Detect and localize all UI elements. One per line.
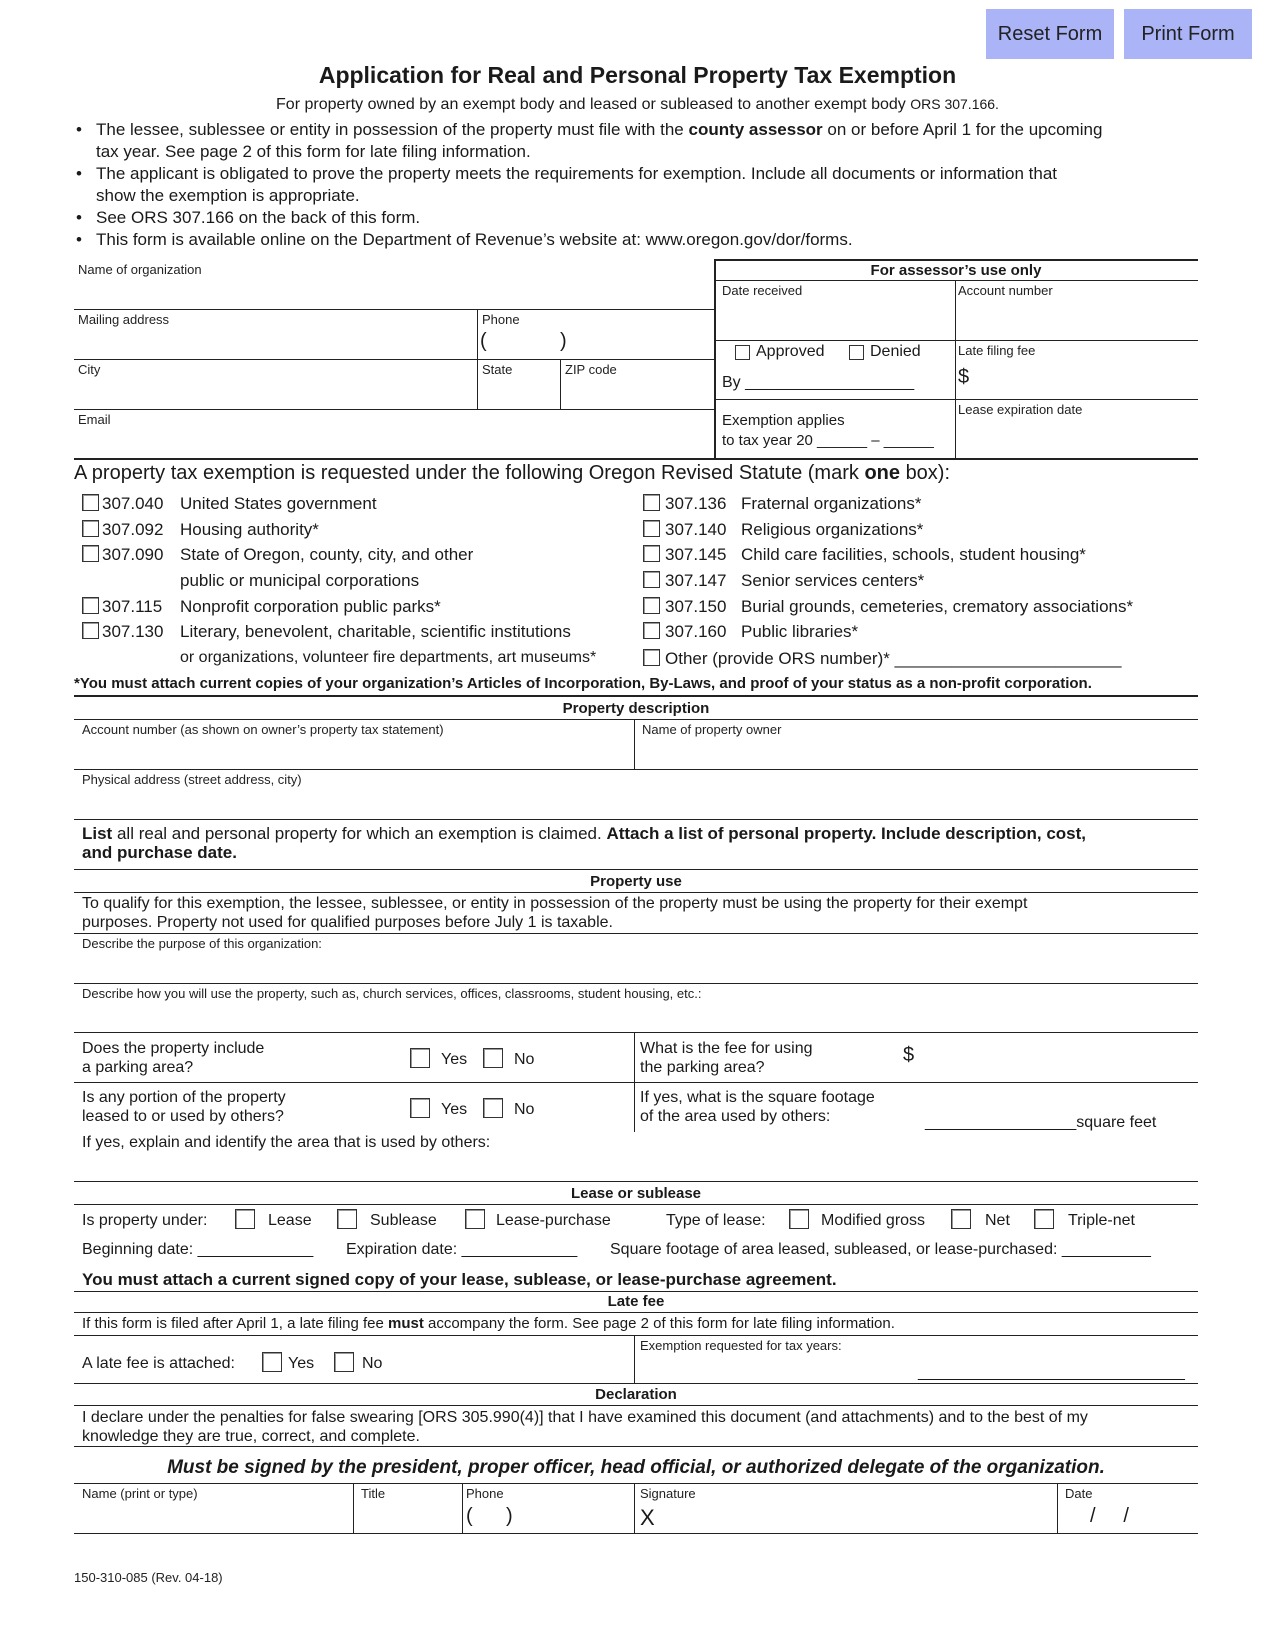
- divider: [74, 1312, 1198, 1313]
- account-number-label: Account number: [958, 283, 1053, 298]
- divider: [560, 359, 561, 409]
- phone-close-paren: ): [560, 330, 567, 352]
- list-property-instructions: [82, 824, 1192, 862]
- exemption-applies-label: Exemption applies: [722, 412, 845, 429]
- purpose-label: Describe the purpose of this organization:: [82, 936, 322, 951]
- divider: [714, 259, 1198, 261]
- divider: [714, 399, 1198, 400]
- signature-field[interactable]: [662, 1505, 1052, 1531]
- bullet-1-text-c: tax year. See page 2 of this form for late filing information.: [96, 142, 531, 161]
- divider: [634, 719, 635, 769]
- zip-label: ZIP code: [565, 362, 617, 377]
- late-fee-label: Late filing fee: [958, 343, 1036, 358]
- divider: [74, 1533, 1198, 1534]
- declaration-text: [82, 1408, 1088, 1446]
- list-bold: List: [82, 824, 113, 843]
- late-fee-note: [82, 1315, 895, 1332]
- late-fee-yes-checkbox[interactable]: [262, 1352, 282, 1372]
- statute-num: 307.136: [665, 494, 727, 513]
- lease-sqft: Square footage of area leased, subleased, or lease-purchased: __________: [610, 1241, 1151, 1258]
- date-slashes: / /: [1090, 1505, 1129, 1527]
- statute-checkbox-other[interactable]: [643, 649, 660, 666]
- divider: [74, 892, 1198, 893]
- lease-checkbox[interactable]: [235, 1209, 255, 1229]
- divider: [74, 309, 714, 310]
- attach-articles-note: *You must attach current copies of your organization’s Articles of Incorporation, By-Laws, and proof of your status as a non-profit corporation.: [74, 675, 1092, 692]
- sublease-label: Sublease: [370, 1212, 437, 1229]
- bullet-2: [74, 163, 1214, 207]
- bullet-1-text-b: on or before April 1 for the upcoming: [827, 120, 1103, 139]
- bullet-2-text-b: show the exemption is appropriate.: [96, 186, 360, 205]
- page-subtitle: [0, 96, 1275, 114]
- lease-purchase-label: Lease-purchase: [496, 1212, 611, 1229]
- statute-desc: Religious organizations*: [741, 520, 924, 539]
- sqft-line: _________________square feet: [925, 1114, 1157, 1131]
- bullet-1-text-a: The lessee, sublessee or entity in possession of the property must file with the: [96, 120, 684, 139]
- bullet-4: [74, 229, 1214, 251]
- statute-desc: Nonprofit corporation public parks*: [180, 597, 441, 616]
- state-field[interactable]: [482, 380, 556, 404]
- statute-desc-cont: or organizations, volunteer fire departments, art museums*: [180, 649, 597, 666]
- others-question-b: leased to or used by others?: [82, 1108, 284, 1125]
- statute-num: 307.147: [665, 571, 727, 590]
- property-owner-label: Name of property owner: [642, 722, 782, 737]
- divider: [74, 1204, 1198, 1205]
- statute-num: 307.092: [102, 520, 164, 539]
- divider: [714, 280, 1198, 281]
- phone-field[interactable]: [495, 333, 699, 357]
- divider: [714, 259, 716, 459]
- instructions-list: [74, 119, 1214, 251]
- signature-requirement: Must be signed by the president, proper officer, head official, or authorized delegate of the organization.: [167, 1457, 1105, 1478]
- statute-num: 307.150: [665, 597, 727, 616]
- parking-fee-field[interactable]: [920, 1046, 1184, 1072]
- statute-num: 307.115: [102, 597, 163, 616]
- assessor-header: For assessor’s use only: [870, 262, 1042, 279]
- bullet-3: [74, 207, 1214, 229]
- divider: [74, 1483, 1198, 1484]
- divider: [74, 409, 714, 410]
- late-fee-attached-label: A late fee is attached:: [82, 1355, 235, 1372]
- divider: [74, 819, 1198, 820]
- statute-num: 307.160: [665, 622, 727, 641]
- approved-label: Approved: [756, 343, 825, 360]
- statute-desc-cont: public or municipal corporations: [180, 571, 420, 590]
- statute-desc: Fraternal organizations*: [741, 494, 922, 513]
- divider: [74, 1032, 1198, 1033]
- approved-checkbox[interactable]: [735, 345, 750, 360]
- divider: [462, 1483, 463, 1533]
- late-fee-no-label: No: [362, 1355, 383, 1372]
- mailing-address-field[interactable]: [78, 330, 472, 354]
- qualify-text-b: purposes. Property not used for qualified purposes before July 1 is taxable.: [82, 914, 613, 931]
- owner-account-field[interactable]: [82, 742, 626, 766]
- statute-checkbox-307136[interactable]: [643, 494, 660, 511]
- sqft-question-a: If yes, what is the square footage: [640, 1089, 875, 1106]
- divider: [634, 1483, 635, 1533]
- email-label: Email: [78, 412, 111, 427]
- date-received-label: Date received: [722, 283, 803, 298]
- subtitle-main: For property owned by an exempt body and leased or subleased to another exempt body: [276, 96, 906, 113]
- divider: [634, 1335, 635, 1383]
- signature-x-mark: X: [640, 1505, 655, 1530]
- tax-years-label: Exemption requested for tax years:: [640, 1338, 842, 1353]
- statute-desc: State of Oregon, county, city, and other: [180, 545, 474, 564]
- triple-net-checkbox[interactable]: [1034, 1209, 1054, 1229]
- lease-label: Lease: [268, 1212, 312, 1229]
- modified-gross-checkbox[interactable]: [789, 1209, 809, 1229]
- tax-years-line: ______________________________: [918, 1364, 1185, 1381]
- statute-checkbox-307140[interactable]: [643, 520, 660, 537]
- statute-num: 307.145: [665, 545, 727, 564]
- statute-heading-a: A property tax exemption is requested under the following Oregon Revised Statute (mark: [74, 462, 859, 484]
- triple-net-label: Triple-net: [1068, 1212, 1135, 1229]
- denied-checkbox[interactable]: [849, 345, 864, 360]
- others-yes-label: Yes: [441, 1101, 468, 1118]
- statute-checkbox-307147[interactable]: [643, 571, 660, 588]
- purpose-field[interactable]: [82, 956, 1196, 980]
- org-name-label: Name of organization: [78, 262, 202, 277]
- statute-heading: [74, 462, 950, 485]
- list-text: all real and personal property for which an exemption is claimed.: [116, 824, 602, 843]
- parking-no-checkbox[interactable]: [483, 1048, 503, 1068]
- parking-question-a: Does the property include: [82, 1040, 265, 1057]
- bullet-dot: •: [76, 230, 82, 249]
- list-bold-2: Attach a list of personal property. Include description, cost,: [606, 824, 1086, 843]
- bullet-3-text: See ORS 307.166 on the back of this form.: [96, 208, 421, 227]
- statute-num: 307.140: [665, 520, 727, 539]
- signature-label: Signature: [640, 1486, 696, 1501]
- property-under-label: Is property under:: [82, 1212, 208, 1229]
- statute-desc: Public libraries*: [741, 622, 859, 641]
- declaration-text-a: I declare under the penalties for false swearing [ORS 305.990(4)] that I have examined this document (and attachments) and to the best of my: [82, 1409, 1088, 1426]
- list-bold-3: and purchase date.: [82, 843, 237, 862]
- divider: [955, 280, 956, 458]
- denied-label: Denied: [870, 343, 921, 360]
- others-no-label: No: [514, 1101, 535, 1118]
- declaration-header: Declaration: [595, 1386, 677, 1403]
- late-fee-note-b: accompany the form. See page 2 of this form for late filing information.: [428, 1315, 895, 1332]
- divider: [74, 933, 1198, 934]
- expiration-date: Expiration date: _____________: [346, 1241, 578, 1258]
- statute-num: 307.040: [102, 494, 164, 513]
- statute-checkbox-307130[interactable]: [82, 622, 99, 639]
- divider: [74, 1405, 1198, 1406]
- bullet-dot: •: [76, 164, 82, 183]
- statute-heading-bold: one: [864, 462, 900, 484]
- phone-label: Phone: [482, 312, 520, 327]
- parking-question-b: a parking area?: [82, 1059, 194, 1076]
- signer-title-label: Title: [361, 1486, 386, 1501]
- net-label: Net: [985, 1212, 1010, 1229]
- date-label: Date: [1065, 1486, 1093, 1501]
- bullet-4-text: This form is available online on the Department of Revenue’s website at: www.oregon.gov/dor/forms.: [96, 230, 853, 249]
- sublease-checkbox[interactable]: [337, 1209, 357, 1229]
- physical-address-field[interactable]: [82, 792, 1196, 816]
- others-question-a: Is any portion of the property: [82, 1089, 286, 1106]
- statute-checkbox-307145[interactable]: [643, 545, 660, 562]
- statute-num: 307.130: [102, 622, 164, 641]
- parking-fee-question-b: the parking area?: [640, 1059, 765, 1076]
- bullet-dot: •: [76, 120, 82, 139]
- statute-checkbox-307115[interactable]: [82, 597, 99, 614]
- bullet-dot: •: [76, 208, 82, 227]
- divider: [74, 1291, 1198, 1292]
- city-field[interactable]: [78, 380, 472, 404]
- statute-desc: Literary, benevolent, charitable, scientific institutions: [180, 622, 571, 641]
- qualify-text-a: To qualify for this exemption, the lessee, sublessee, or entity in possession of the property must be using the property for their exempt: [82, 895, 1028, 912]
- statute-desc: Senior services centers*: [741, 571, 925, 590]
- statute-checkbox-307150[interactable]: [643, 597, 660, 614]
- tax-year-line: to tax year 20 ______ – ______: [722, 432, 934, 449]
- bullet-1: [74, 119, 1214, 163]
- divider: [74, 1383, 1198, 1384]
- state-label: State: [482, 362, 513, 377]
- divider: [1057, 1483, 1058, 1533]
- city-label: City: [78, 362, 101, 377]
- parking-fee-question: [640, 1039, 813, 1077]
- parking-fee-question-a: What is the fee for using: [640, 1040, 813, 1057]
- divider: [74, 983, 1198, 984]
- sqft-question: [640, 1088, 875, 1126]
- beginning-date: Beginning date: _____________: [82, 1241, 314, 1258]
- statute-desc: Housing authority*: [180, 520, 319, 539]
- lease-purchase-checkbox[interactable]: [465, 1209, 485, 1229]
- others-yes-checkbox[interactable]: [410, 1098, 430, 1118]
- signer-phone-label: Phone: [466, 1486, 504, 1501]
- others-no-checkbox[interactable]: [483, 1098, 503, 1118]
- late-fee-dollar: $: [958, 366, 970, 388]
- signer-phone-parens: ( ): [466, 1505, 513, 1527]
- divider: [74, 869, 1198, 870]
- late-fee-note-a: If this form is filed after April 1, a late filing fee: [82, 1315, 384, 1332]
- owner-account-label: Account number (as shown on owner’s property tax statement): [82, 722, 444, 737]
- divider: [74, 719, 1198, 720]
- statute-heading-b: box):: [905, 462, 951, 484]
- print-form-button[interactable]: Print Form: [1124, 9, 1252, 59]
- divider: [74, 1082, 1198, 1083]
- org-name-field[interactable]: [78, 280, 712, 304]
- zip-field[interactable]: [565, 380, 709, 404]
- parking-yes-label: Yes: [441, 1051, 468, 1068]
- property-use-header: Property use: [590, 873, 682, 890]
- modified-gross-label: Modified gross: [821, 1212, 926, 1229]
- late-fee-header: Late fee: [607, 1293, 665, 1310]
- signer-title-field[interactable]: [361, 1505, 460, 1529]
- others-question: [82, 1088, 286, 1126]
- divider: [74, 458, 1198, 460]
- page-title: Application for Real and Personal Property Tax Exemption: [318, 62, 957, 88]
- statute-checkbox-307160[interactable]: [643, 622, 660, 639]
- divider: [353, 1483, 354, 1533]
- late-fee-note-bold: must: [387, 1315, 424, 1332]
- statute-desc: Burial grounds, cemeteries, crematory associations*: [741, 597, 1134, 616]
- mailing-address-label: Mailing address: [78, 312, 170, 327]
- by-line: By ___________________: [722, 374, 915, 391]
- type-of-lease-label: Type of lease:: [666, 1212, 766, 1229]
- parking-no-label: No: [514, 1051, 535, 1068]
- lease-header: Lease or sublease: [570, 1185, 702, 1202]
- late-fee-no-checkbox[interactable]: [334, 1352, 354, 1372]
- property-use-field[interactable]: [82, 1006, 1196, 1030]
- late-fee-yes-label: Yes: [288, 1355, 315, 1372]
- reset-form-button[interactable]: Reset Form: [986, 9, 1114, 59]
- statute-num: 307.090: [102, 545, 164, 564]
- explain-field[interactable]: [82, 1156, 1196, 1180]
- statute-checkbox-307040[interactable]: [82, 494, 99, 511]
- email-field[interactable]: [78, 430, 712, 454]
- statute-other-label: Other (provide ORS number)* ________________________: [665, 649, 1122, 668]
- signer-name-field[interactable]: [82, 1505, 351, 1529]
- statute-checkbox-307090[interactable]: [82, 545, 99, 562]
- statute-checkbox-307092[interactable]: [82, 520, 99, 537]
- signer-name-label: Name (print or type): [82, 1486, 198, 1501]
- sqft-question-b: of the area used by others:: [640, 1108, 831, 1125]
- explain-label: If yes, explain and identify the area that is used by others:: [82, 1134, 491, 1151]
- form-number: 150-310-085 (Rev. 04-18): [74, 1570, 223, 1585]
- parking-question: [82, 1039, 264, 1077]
- property-owner-field[interactable]: [642, 742, 1196, 766]
- parking-fee-dollar: $: [903, 1044, 915, 1066]
- parking-yes-checkbox[interactable]: [410, 1048, 430, 1068]
- divider: [74, 1181, 1198, 1182]
- property-use-label: Describe how you will use the property, such as, church services, offices, classrooms, student housing, etc.:: [82, 986, 702, 1001]
- bullet-2-text-a: The applicant is obligated to prove the property meets the requirements for exemption. Include all documents or information that: [96, 164, 1058, 183]
- divider: [74, 1335, 1198, 1336]
- bullet-1-bold: county assessor: [688, 120, 823, 139]
- property-description-header: Property description: [562, 700, 710, 717]
- subtitle-ors: ORS 307.166.: [910, 96, 999, 112]
- divider: [74, 769, 1198, 770]
- net-checkbox[interactable]: [951, 1209, 971, 1229]
- physical-address-label: Physical address (street address, city): [82, 772, 302, 787]
- lease-expiration-label: Lease expiration date: [958, 402, 1083, 417]
- statute-desc: United States government: [180, 494, 377, 513]
- divider: [74, 695, 1198, 697]
- divider: [74, 359, 714, 360]
- phone-open-paren: (: [480, 330, 487, 352]
- declaration-text-b: knowledge they are true, correct, and complete.: [82, 1428, 420, 1445]
- statute-desc: Child care facilities, schools, student housing*: [741, 545, 1086, 564]
- qualify-text: [82, 894, 1027, 932]
- attach-lease-note: You must attach a current signed copy of your lease, sublease, or lease-purchase agreement.: [82, 1270, 837, 1289]
- divider: [74, 1446, 1198, 1447]
- divider: [714, 340, 1198, 341]
